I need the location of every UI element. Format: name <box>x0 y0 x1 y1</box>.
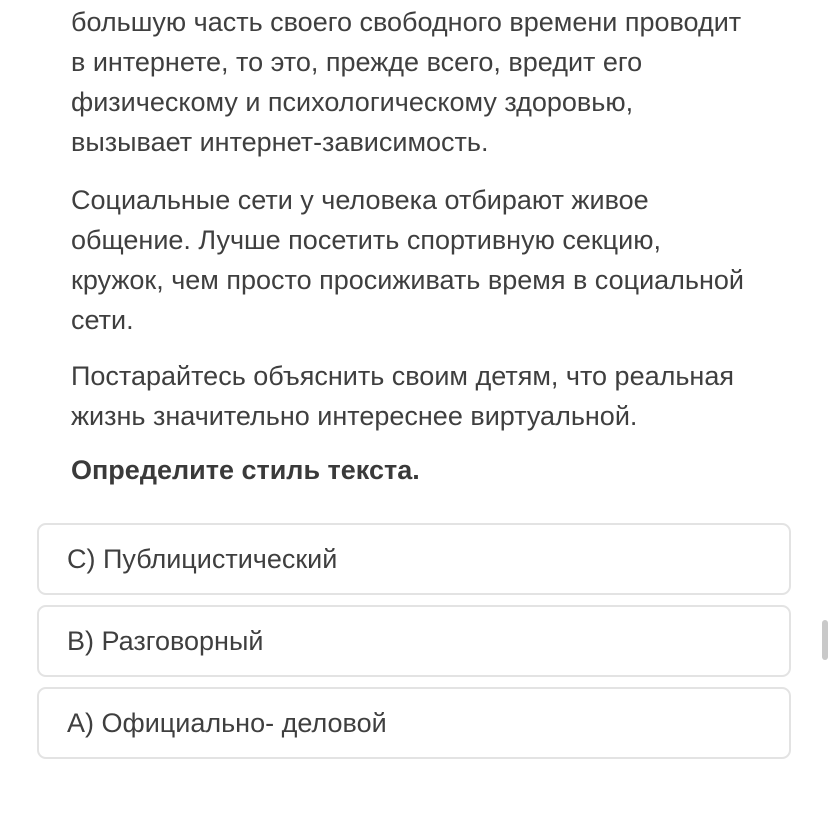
text-content <box>71 2 761 490</box>
answer-option-label: C) Публицистический <box>67 543 338 574</box>
text-paragraph-2: Социальные сети у человека отбирают живое общение. Лучше посетить спортивную секцию, кружок, чем просто просиживать время в социальной сети. <box>71 185 744 335</box>
text-paragraph-1: большую часть своего свободного времени проводит в интернете, то это, прежде всего, вредит его физическому и психологическому здоровью, вызывает интернет-зависимость. <box>71 7 742 157</box>
answer-option-label: A) Официально- деловой <box>67 707 387 738</box>
answer-option-a[interactable] <box>37 687 791 759</box>
question-prompt: Определите стиль текста. <box>71 455 420 485</box>
answer-option-b[interactable] <box>37 605 791 677</box>
scrollbar-thumb[interactable] <box>822 620 828 660</box>
answer-options <box>37 523 791 769</box>
answer-option-label: B) Разговорный <box>67 625 264 656</box>
answer-option-c[interactable] <box>37 523 791 595</box>
text-paragraph-3: Постарайтесь объяснить своим детям, что реальная жизнь значительно интереснее виртуальной. <box>71 361 734 431</box>
